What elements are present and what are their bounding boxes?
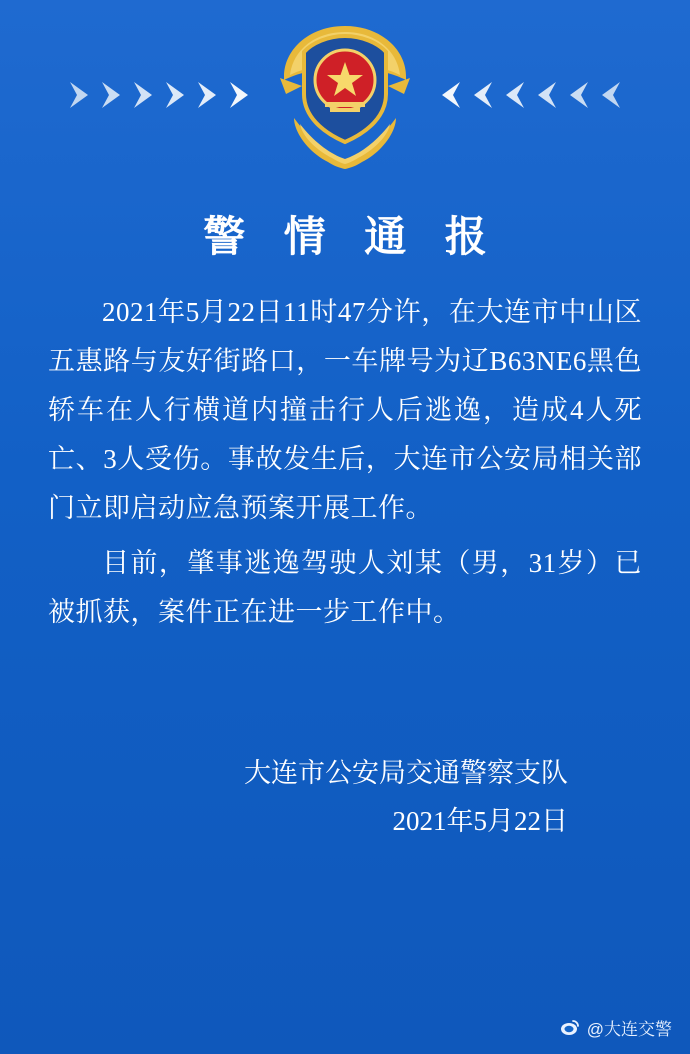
- signature-block: [48, 749, 642, 845]
- chevron-left-icon: [468, 80, 494, 110]
- header-emblem-band: [0, 0, 690, 190]
- chevron-right-icon: [196, 80, 222, 110]
- china-police-badge-icon: [270, 20, 420, 170]
- chevron-left-icon: [500, 80, 526, 110]
- signature-organization: 大连市公安局交通警察支队: [244, 758, 568, 788]
- chevron-right-icon: [132, 80, 158, 110]
- chevron-right-icon: [164, 80, 190, 110]
- chevron-left-icon: [564, 80, 590, 110]
- weibo-watermark: [560, 1015, 672, 1040]
- paragraph-1: 2021年5月22日11时47分许，在大连市中山区五惠路与友好街路口，一车牌号为辽B63NE6黑色轿车在人行横道内撞击行人后逃逸，造成4人死亡、3人受伤。事故发生后，大连市公安局相关部门立即启动应急预案开展工作。: [48, 297, 642, 523]
- chevron-left-icon: [532, 80, 558, 110]
- chevron-left-icon: [596, 80, 622, 110]
- chevron-right-icon: [68, 80, 94, 110]
- chevron-right-icon: [228, 80, 254, 110]
- weibo-icon: [560, 1018, 580, 1038]
- chevron-left-icon: [436, 80, 462, 110]
- left-chevron-group: [68, 80, 254, 110]
- weibo-handle-text: @大连交警: [586, 1020, 672, 1039]
- signature-date: 2021年5月22日: [392, 806, 568, 836]
- paragraph-2: 目前，肇事逃逸驾驶人刘某（男，31岁）已被抓获，案件正在进一步工作中。: [48, 548, 642, 627]
- chevron-right-icon: [100, 80, 126, 110]
- notice-body: [0, 274, 690, 845]
- right-chevron-group: [436, 80, 622, 110]
- page-title: 警 情 通 报: [203, 215, 501, 261]
